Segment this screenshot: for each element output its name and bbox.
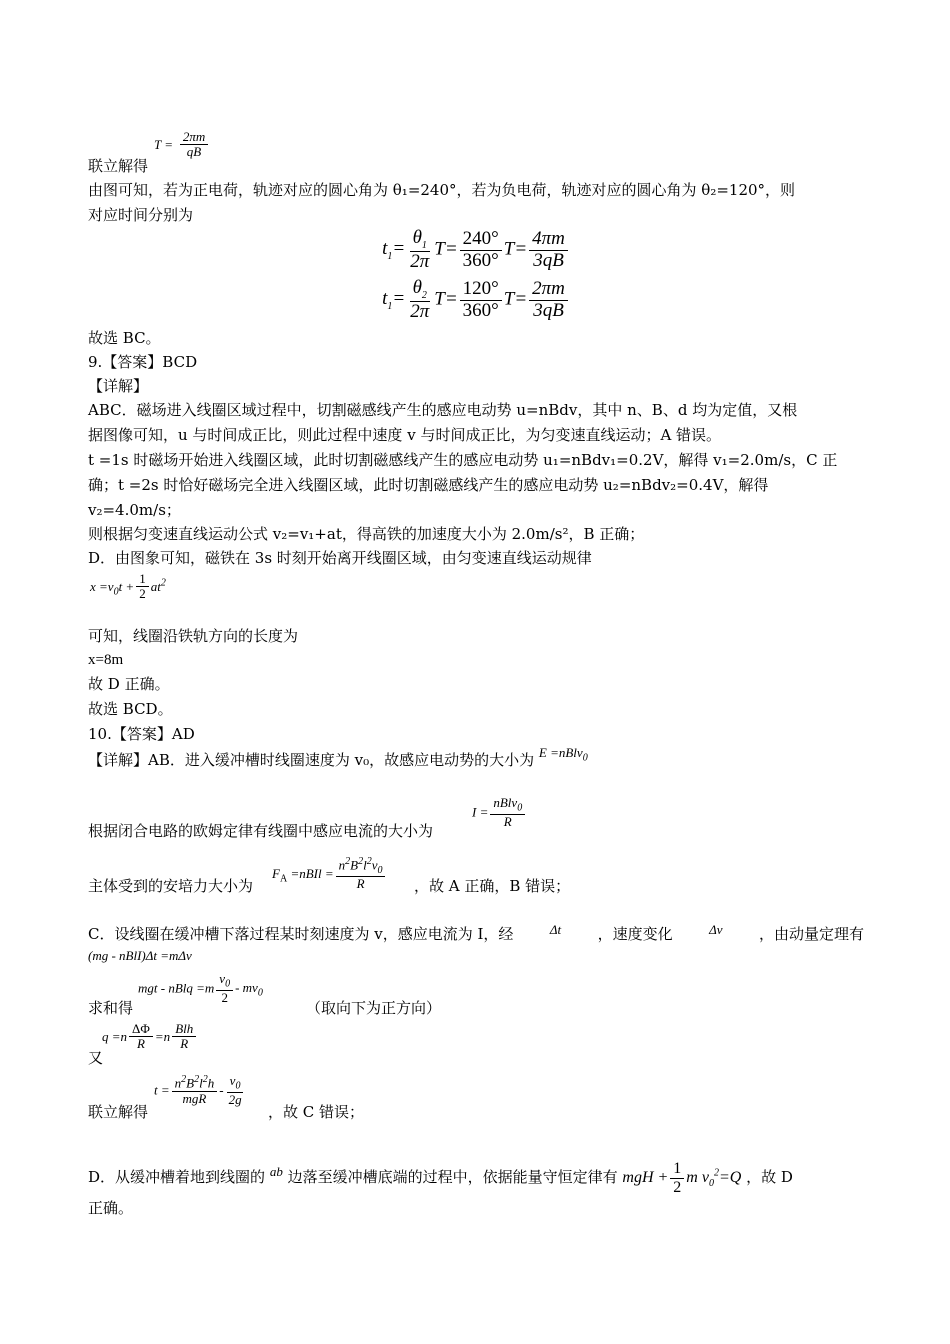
text-line: v₂=4.0m/s； xyxy=(88,501,181,519)
formula-half: $\frac{1}{2}$ xyxy=(670,1160,684,1196)
formula-ampere-force: $F_A$ =nBIl = $\frac{n^2B^2l^2v_0}{R}$ xyxy=(272,856,387,891)
formula-momentum: (mg - nBlI)Δt =mΔv xyxy=(88,948,192,963)
text-line: 对应时间分别为 xyxy=(88,206,194,224)
text-span: 【详解】AB．进入缓冲槽时线圈速度为 v₀，故感应电动势的大小为 xyxy=(88,751,535,769)
text-line: ，故 A 正确，B 错误； xyxy=(414,877,571,895)
formula-energy-rest: m $v_0^2=Q$ xyxy=(686,1167,742,1190)
text-line: 正确。 xyxy=(88,1199,134,1217)
text-line: ，故 C 错误； xyxy=(268,1103,365,1121)
text-line: 故 D 正确。 xyxy=(88,675,170,693)
formula-current: I = $\frac{nBlv_0}{R}$ xyxy=(472,796,527,829)
text-line: 故选 BCD。 xyxy=(88,700,173,718)
text-span: ，速度变化 xyxy=(597,925,673,943)
text-span: ，由动量定理有 xyxy=(758,925,864,943)
text-line: 联立解得 xyxy=(88,157,149,175)
text-line: x=8m xyxy=(88,652,124,668)
formula-dt: Δt xyxy=(549,922,562,937)
formula-ab: ab xyxy=(269,1164,283,1180)
text-span: 边落至缓冲槽底端的过程中，依据能量守恒定律有 xyxy=(287,1168,618,1187)
formula-t1: $t_1=$ $\frac{\theta_1}{2\pi}$ T= $\frac{240^\circ}{360^\circ}$ T= $\frac{4\pi m}{3qB}$ xyxy=(88,228,864,273)
answer-heading: 9.【答案】BCD xyxy=(88,353,198,371)
text-line: 故选 BC。 xyxy=(88,329,161,347)
formula-emf: E =nBlv$_0$ xyxy=(538,745,588,764)
formula-dv: Δv xyxy=(709,922,723,937)
text-line xyxy=(88,745,588,777)
text-line: D．由图象可知，磁铁在 3s 时刻开始离开线圈区域，由匀变速直线运动规律 xyxy=(88,549,592,567)
formula-sum: mgt - nBlq =m $\frac{v_0}{2}$ - $mv_0$ xyxy=(138,971,263,1005)
text-line: 求和得 xyxy=(88,999,134,1017)
text-span: D．从缓冲槽着地到线圈的 xyxy=(88,1168,266,1187)
text-line: 据图像可知，u 与时间成正比，则此过程中速度 v 与时间成正比，为匀变速直线运动；A 错误。 xyxy=(88,426,722,444)
formula-displacement: $x =v_0t$ + $\frac{1}{2}$ $at^2$ xyxy=(90,571,166,602)
text-line: 又 xyxy=(88,1049,104,1067)
formula-t2: $t_1=$ $\frac{\theta_2}{2\pi}$ T= $\frac{120^\circ}{360^\circ}$ T= $\frac{2\pi m}{3qB}$ xyxy=(88,278,864,323)
text-line: （取向下为正方向） xyxy=(306,999,442,1017)
formula-time: t = $\frac{n^2B^2l^2h}{\text{mgR}}$ - $\frac{v_0}{2g}$ xyxy=(154,1073,242,1107)
text-line xyxy=(88,924,864,944)
text-line xyxy=(88,1160,793,1196)
answer-heading: 10.【答案】AD xyxy=(88,725,195,743)
text-line: 联立解得 xyxy=(88,1103,149,1121)
text-line: ABC．磁场进入线圈区域过程中，切割磁感线产生的感应电动势 u=nBdv，其中 n、B、d 均为定值，又根 xyxy=(88,401,798,419)
text-line: 主体受到的安培力大小为 xyxy=(88,877,254,895)
text-line: 则根据匀变速直线运动公式 v₂=v₁+at，得高铁的加速度大小为 2.0m/s²，B 正确； xyxy=(88,525,645,543)
text-line: 可知，线圈沿铁轨方向的长度为 xyxy=(88,627,299,645)
formula-charge: q =n $\frac{\Delta\Phi}{R}$ =n $\frac{\text{Blh}}{R}$ xyxy=(102,1022,198,1052)
text-span: ，故 D xyxy=(746,1168,793,1187)
formula-energy: mgH + xyxy=(622,1169,669,1187)
text-span: C．设线圈在缓冲槽下落过程某时刻速度为 v，感应电流为 I，经 xyxy=(88,925,514,943)
text-line: t =1s 时磁场开始进入线圈区域，此时切割磁感线产生的感应电动势 u₁=nBdv₁=0.2V，解得 v₁=2.0m/s，C 正 xyxy=(88,451,838,469)
text-line: 【详解】 xyxy=(88,377,149,395)
text-line: 根据闭合电路的欧姆定律有线圈中感应电流的大小为 xyxy=(88,822,434,840)
formula-period: T = $\frac{2\pi m}{qB}$ xyxy=(154,130,210,160)
text-line: 由图可知，若为正电荷，轨迹对应的圆心角为 θ₁=240°，若为负电荷，轨迹对应的圆心角为 θ₂=120°，则 xyxy=(88,181,796,199)
text-line: 确；t =2s 时恰好磁场完全进入线圈区域，此时切割磁感线产生的感应电动势 u₂=nBdv₂=0.4V，解得 xyxy=(88,476,769,494)
